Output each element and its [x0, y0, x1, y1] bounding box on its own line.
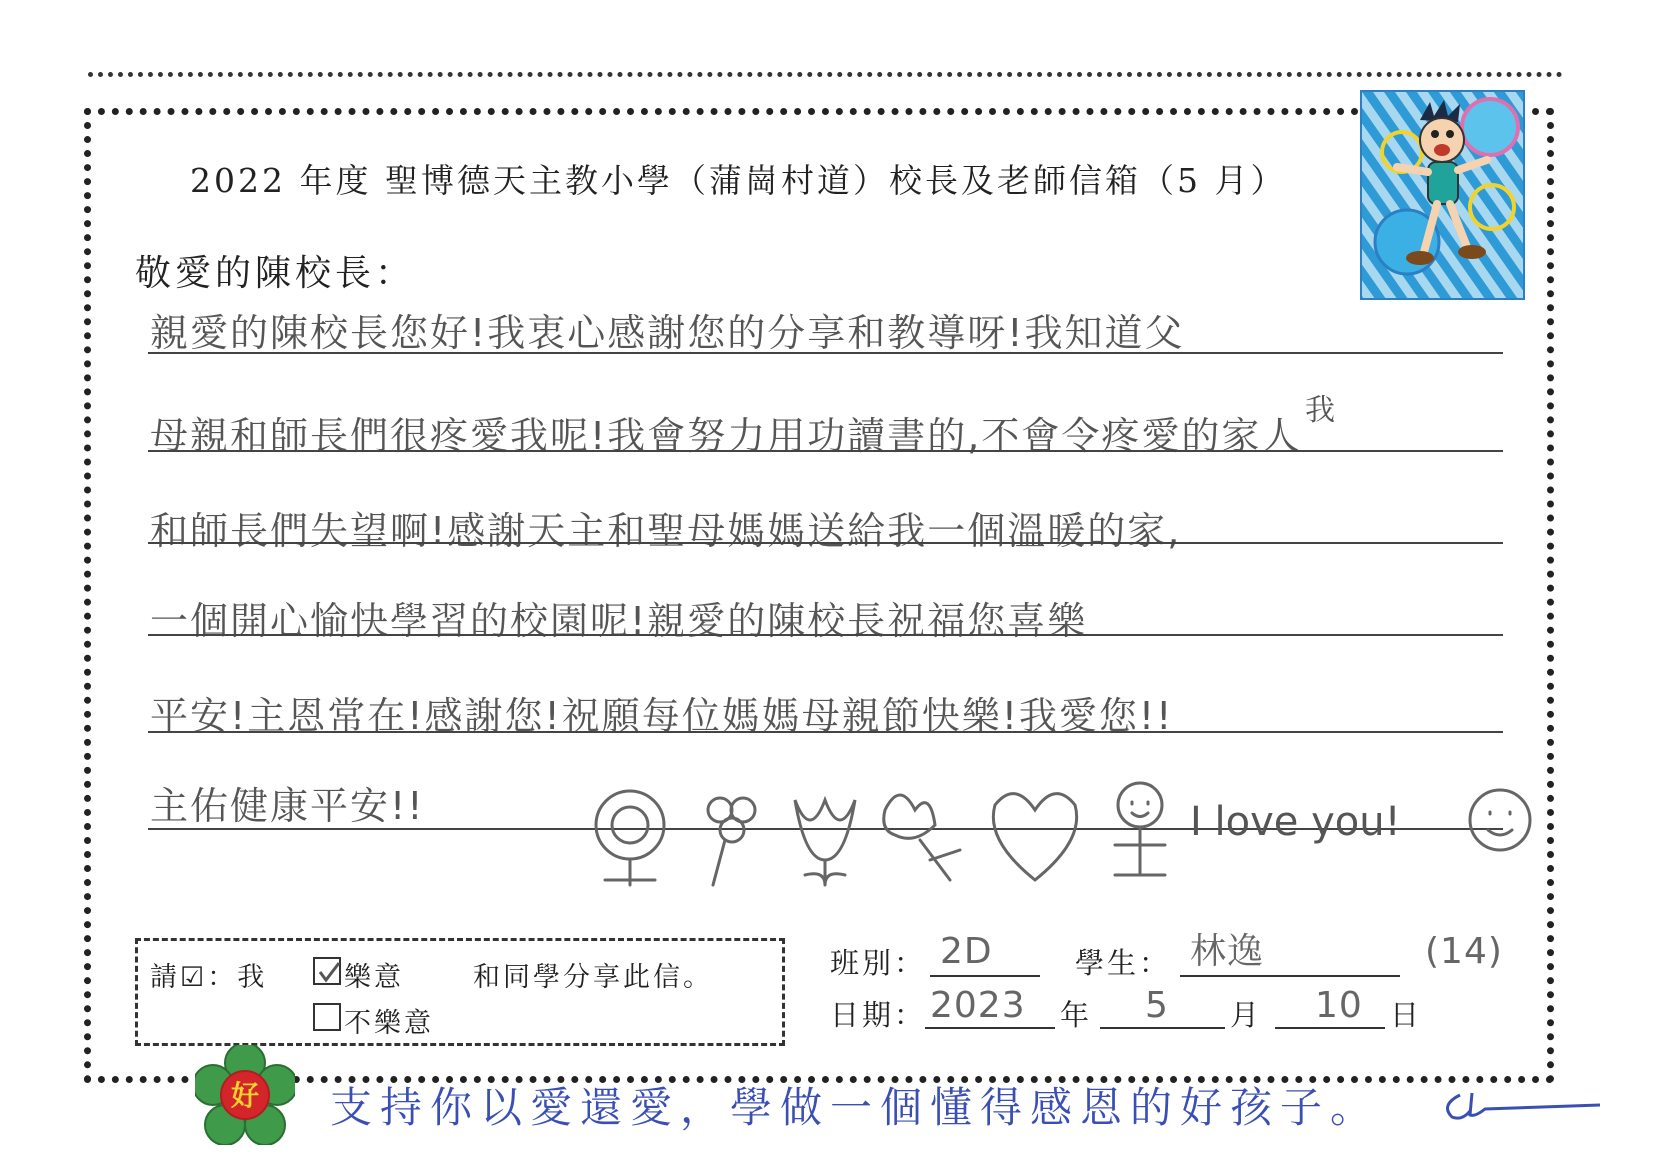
stick-figure-icon: [1115, 783, 1165, 875]
teacher-comment: 支持你以愛還愛，學做一個懂得感恩的好孩子。: [330, 1083, 1381, 1132]
salutation: 敬愛的陳校長：: [135, 253, 416, 294]
day-underline: [1275, 1027, 1385, 1029]
letter-line: 和師長們失望啊!感謝天主和聖母媽媽送給我一個溫暖的家,: [150, 509, 1182, 553]
signature-mark: [1440, 1085, 1605, 1125]
day-unit: 日: [1390, 998, 1423, 1032]
disagree-checkbox[interactable]: [313, 1003, 341, 1031]
doodles: [585, 780, 1535, 890]
name-label: 學生：: [1075, 946, 1172, 980]
class-label: 班別：: [830, 946, 927, 980]
teacher-signature: [1440, 1085, 1605, 1125]
disagree-label: 不樂意: [344, 1008, 434, 1039]
cartoon-sticker: [1360, 90, 1525, 300]
name-value: 林逸: [1190, 931, 1265, 972]
page-title: 2022 年度 聖博德天主教小學（蒲崗村道）校長及老師信箱（5 月）: [190, 161, 1287, 200]
month-underline: [1100, 1027, 1225, 1029]
student-info: [830, 931, 1550, 1055]
sunflower-icon: [596, 791, 664, 885]
letter-line: 母親和師長們很疼愛我呢!我會努力用功讀書的,不會令疼愛的家人: [150, 414, 1302, 458]
letter-line: 平安!主恩常在!感謝您!祝願每位媽媽母親節快樂!我愛您!!: [150, 694, 1174, 738]
letter-line: 親愛的陳校長您好!我衷心感謝您的分享和教導呀!我知道父: [150, 311, 1185, 355]
letter-line: 主佑健康平安!!: [150, 784, 425, 828]
day-value: 10: [1315, 985, 1363, 1026]
stamp-char: 好: [230, 1079, 260, 1112]
cartoon-boy-icon: [1362, 92, 1525, 300]
date-label: 日期：: [830, 998, 927, 1032]
letter-line: 一個開心愉快學習的校園呢!親愛的陳校長祝福您喜樂: [150, 599, 1088, 643]
flower-stamp-icon: [195, 1045, 295, 1145]
doodle-text: I love you!: [1190, 799, 1401, 845]
reward-stamp: [195, 1045, 295, 1145]
tulip-icon: [884, 795, 960, 880]
doodle-drawings: [585, 780, 1535, 890]
smiley-icon: [1470, 790, 1530, 850]
writing-rule: [148, 634, 1503, 636]
consent-suffix: 和同學分享此信。: [473, 962, 713, 993]
year-unit: 年: [1060, 998, 1093, 1032]
checkmark-icon: [315, 959, 343, 987]
year-value: 2023: [930, 985, 1026, 1026]
class-underline: [930, 975, 1040, 977]
month-value: 5: [1145, 985, 1169, 1026]
outer-dotted-border: [88, 72, 1563, 77]
flower-icon: [708, 798, 755, 885]
writing-rule: [148, 731, 1503, 733]
consent-box: [135, 938, 785, 1046]
inserted-word: 我: [1305, 393, 1335, 428]
class-value: 2D: [940, 931, 993, 972]
agree-label: 樂意: [344, 962, 404, 993]
writing-rule: [148, 542, 1503, 544]
name-underline: [1180, 975, 1400, 977]
year-underline: [925, 1027, 1055, 1029]
heart-icon: [993, 794, 1076, 880]
consent-prefix: 請☑：我: [150, 962, 268, 993]
agree-checkbox[interactable]: [313, 957, 341, 985]
student-number: (14): [1425, 931, 1503, 972]
tulip-icon: [795, 800, 855, 885]
writing-rule: [148, 450, 1503, 452]
writing-rule: [148, 352, 1503, 354]
month-unit: 月: [1230, 998, 1263, 1032]
